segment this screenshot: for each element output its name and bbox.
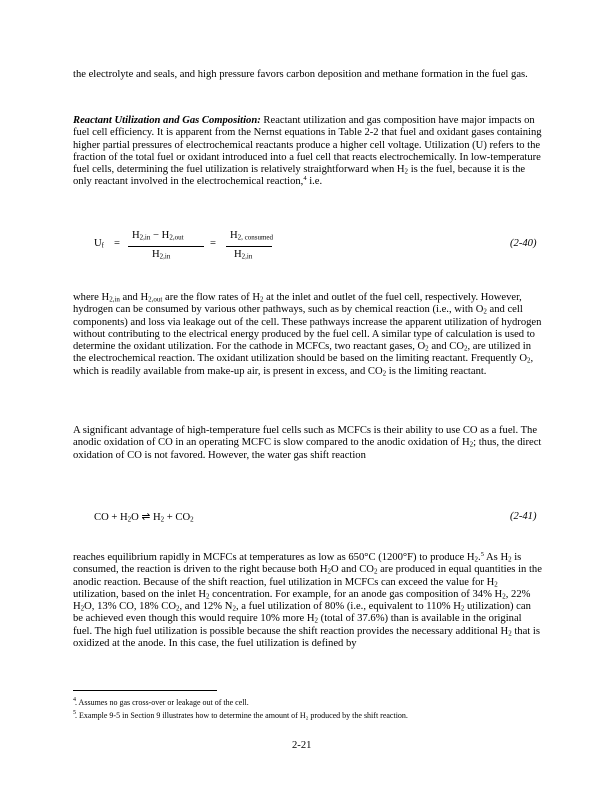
fraction-bar-1 (128, 246, 204, 247)
advantage-paragraph: A significant advantage of high-temperature fuel cells such as MCFCs is their ability to use CO as a fuel. The anodic oxidation of CO in an operating MCFC is slow compared to the anodic oxidation of $H_2$; thus, the direct oxidation of CO is not favored. However, the water gas shift reaction (73, 425, 542, 461)
page-number: 2-21 (292, 740, 312, 751)
eq-lhs: $U_f$ (94, 238, 104, 250)
reaches-paragraph: reaches equilibrium rapidly in MCFCs at temperatures as low as 650°C (1200°F) to produce $H_2.^5$ As $H_2$ is consumed, the reaction is driven to the right because both $H_2O$ and $CO_2$ are produced in equal quantities in the anodic reaction. Because of the shift reaction, fuel utilization in MCFCs can exceed the value for $H_2$ utilization, based on the inlet $H_2$ concentration. For example, for an anode gas composition of 34% $H_2$, 22% $H_2O$, 13% CO, 18% $CO_2$, and 12% $N_2$, a fuel utilization of 80% (i.e., equivalent to 110% $H_2$ utilization) can be achieved even though this would require 10% more $H_2$ (total of 37.6%) than is available in the original fuel. The high fuel utilization is possible because the shift reaction provides the necessary additional $H_2$ that is oxidized at the anode. In this case, the fuel utilization is defined by (73, 551, 542, 650)
eq-numerator-2: $H_{2, consumed}$ (230, 230, 274, 242)
equation-2-40 (0, 230, 612, 270)
equation-number-2-40: (2-40) (510, 238, 537, 249)
footnote-ref-4: 4 (303, 175, 307, 183)
equation-2-41: CO + $H_2O$ ⇌ $H_2 + CO_2$ (94, 512, 194, 524)
eq-equals-1: = (114, 238, 120, 249)
footnote-ref-5: 5 (480, 551, 484, 558)
reactant-utilization-paragraph: Reactant Utilization and Gas Composition: Reactant utilization and gas composition have major impacts on fuel cell efficiency. It is apparent from the Nernst equations in Table 2-2 that fuel and oxidant gases containing higher partial pressures of electrochemical reactants produce a higher cell voltage. Utilization (U) refers to the fraction of the total fuel or oxidant introduced into a fuel cell that reacts electrochemically. In low-temperature fuel cells, determining the fuel utilization is relatively straightforward when $H_2$ is the fuel, because it is the only reactant involved in the electrochemical reaction,$^4$ i.e. (73, 115, 542, 188)
footnote-separator (73, 690, 217, 691)
intro-paragraph: the electrolyte and seals, and high pressure favors carbon deposition and methane formation in the fuel gas. (73, 69, 528, 80)
eq-denominator-1: $H_{2,in}$ (152, 249, 171, 261)
equation-number-2-41: (2-41) (510, 511, 537, 522)
document-page: the electrolyte and seals, and high pressure favors carbon deposition and methane formation in the fuel gas. Reactant Utilization and Gas Composition: Reactant utilization and gas composition have major impacts on fuel cell efficiency. It is apparent from the Nernst equations in Table 2-2 that fuel and oxidant gases containing higher partial pressures of electrochemical reactants produce a higher cell voltage. Utilization (U) refers to the fraction of the total fuel or oxidant introduced into a fuel cell that reacts electrochemically. In low-temperature fuel cells, determining the fuel utilization is relatively straightforward when $H_2$ is the fuel, because it is the only reactant involved in the electrochemical reaction,$^4$ i.e. $U_f$ = $H_{2,in} - H_{2,out}$ $H_{2,in}$ = $H_{2, consumed}$ $H_{2,in}$ (2-40) where $H_{2,in}$ and $H_{2,out}$ are the flow rates of $H_2$ at the inlet and outlet of the fuel cell, respectively. However, hydrogen can be consumed by various other pathways, such as by chemical reaction (i.e., with $O_2$ and cell components) and loss via leakage out of the cell. These pathways increase the apparent utilization of hydrogen without contributing to the electrical energy produced by the fuel cell. A similar type of calculation is used to determine the oxidant utilization. For the cathode in MCFCs, two reactant gases, $O_2$ and $CO_2$, are utilized in the electrochemical reaction. The oxidant utilization should be based on the limiting reactant. Frequently $O_2$, which is readily available from make-up air, is present in excess, and $CO_2$ is the limiting reactant. A significant advantage of high-temperature fuel cells such as MCFCs is their ability to use CO as a fuel. The anodic oxidation of CO in an operating MCFC is slow compared to the anodic oxidation of $H_2$; thus, the direct oxidation of CO is not favored. However, the water gas shift reaction CO + $H_2O$ ⇌ $H_2 + CO_2$ (2-41) reaches equilibrium rapidly in MCFCs at temperatures as low as 650°C (1200°F) to produce $H_2.^5$ As $H_2$ is consumed, the reaction is driven to the right because both $H_2O$ and $CO_2$ are produced in equal quantities in the anodic reaction. Because of the shift reaction, fuel utilization in MCFCs can exceed the value for $H_2$ utilization, based on the inlet $H_2$ concentration. For example, for an anode gas composition of 34% $H_2$, 22% $H_2O$, 13% CO, 18% $CO_2$, and 12% $N_2$, a fuel utilization of 80% (i.e., equivalent to 110% $H_2$ utilization) can be achieved even though this would require 10% more $H_2$ (total of 37.6%) than is available in the original fuel. The high fuel utilization is possible because the shift reaction provides the necessary additional $H_2$ that is oxidized at the anode. In this case, the fuel utilization is defined by 4 . Assumes no gas cross-over or leakage out of the cell. 5 . Example 9-5 in Section 9 illustrates how to determine the amount of H₂ produced by the shift reaction. 2-21 (0, 0, 612, 792)
eq-numerator-1: $H_{2,in} - H_{2,out}$ (132, 230, 184, 242)
section-lead-heading: Reactant Utilization and Gas Composition: (73, 115, 261, 126)
where-paragraph: where $H_{2,in}$ and $H_{2,out}$ are the flow rates of $H_2$ at the inlet and outlet of the fuel cell, respectively. However, hydrogen can be consumed by various other pathways, such as by chemical reaction (i.e., with $O_2$ and cell components) and loss via leakage out of the cell. These pathways increase the apparent utilization of hydrogen without contributing to the electrical energy produced by the fuel cell. A similar type of calculation is used to determine the oxidant utilization. For the cathode in MCFCs, two reactant gases, $O_2$ and $CO_2$, are utilized in the electrochemical reaction. The oxidant utilization should be based on the limiting reactant. Frequently $O_2$, which is readily available from make-up air, is present in excess, and $CO_2$ is the limiting reactant. (73, 292, 542, 378)
eq-denominator-2: $H_{2,in}$ (234, 249, 253, 261)
eq-equals-2: = (210, 238, 216, 249)
fraction-bar-2 (226, 246, 272, 247)
